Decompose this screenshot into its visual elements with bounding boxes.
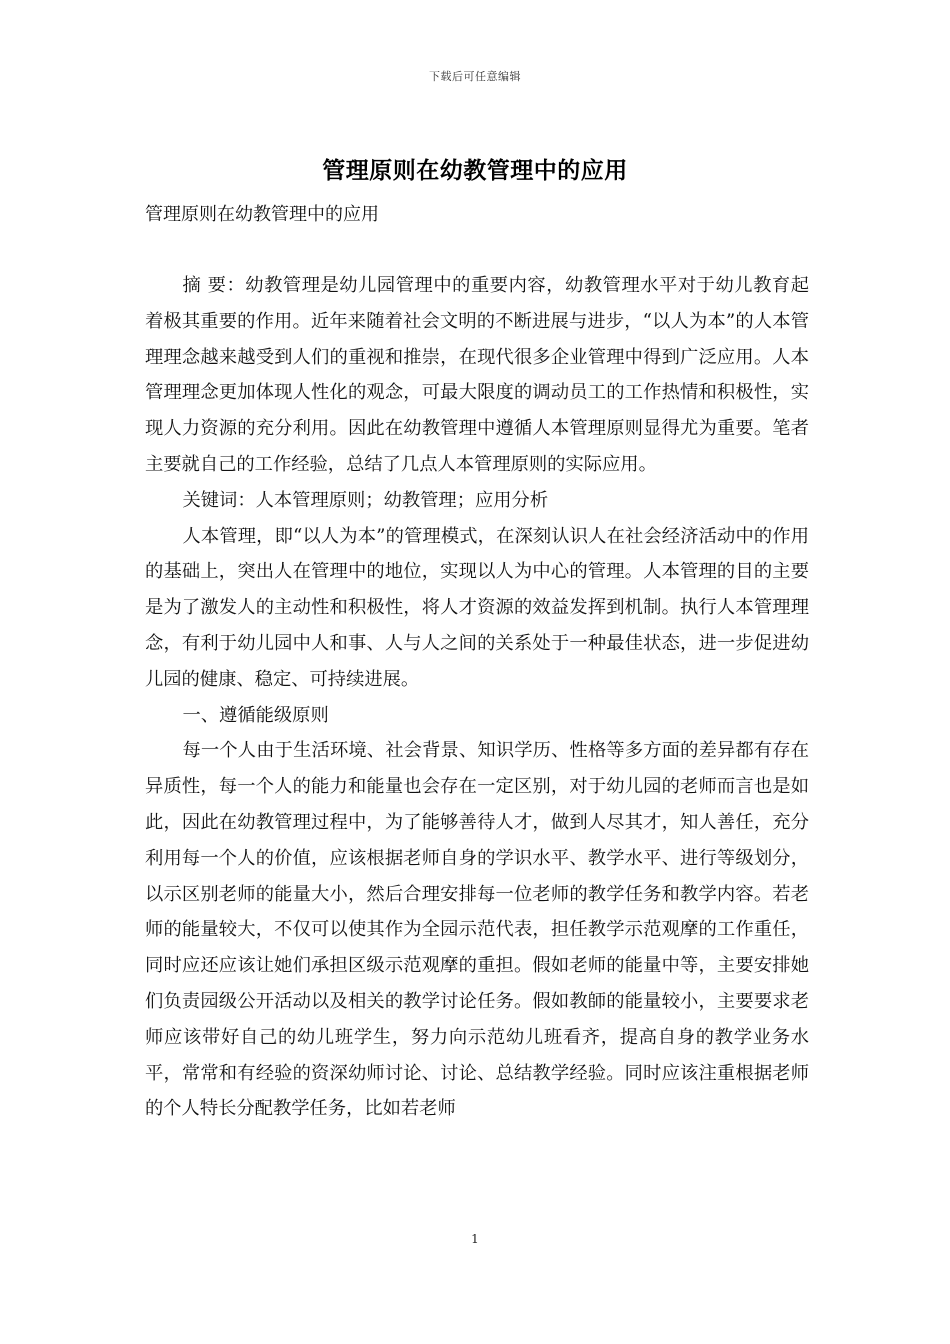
keywords-paragraph: 关键词：人本管理原则；幼教管理；应用分析 <box>182 489 549 511</box>
document-body <box>145 268 809 1127</box>
document-title: 管理原则在幼教管理中的应用 <box>322 157 628 184</box>
document-subtitle: 管理原则在幼教管理中的应用 <box>145 204 379 225</box>
page-header: 下载后可任意编辑 <box>429 70 521 83</box>
section-heading: 一、遵循能级原则 <box>182 704 329 726</box>
body-paragraph: 人本管理，即“以人为本”的管理模式，在深刻认识人在社会经济活动中的作用的基础上，突出人在管理中的地位，实现以人为中心的管理。人本管理的目的主要是为了激发人的主动性和积极性，将人才资源的效益发挥到机制。执行人本管理理念，有利于幼儿园中人和事、人与人之间的关系处于一种最佳状态，进一步促进幼儿园的健康、稳定、可持续进展。 <box>145 525 809 690</box>
page-number: 1 <box>471 1232 479 1246</box>
body-paragraph: 每一个人由于生活环境、社会背景、知识学历、性格等多方面的差异都有存在异质性，每一个人的能力和能量也会存在一定区别，对于幼儿园的老师而言也是如此，因此在幼教管理过程中，为了能够善待人才，做到人尽其才，知人善任，充分利用每一个人的价值，应该根据老师自身的学识水平、教学水平、进行等级划分，以示区别老师的能量大小，然后合理安排每一位老师的教学任务和教学内容。若老师的能量较大，不仅可以使其作为全园示范代表，担任教学示范观摩的工作重任，同时应还应该让她们承担区级示范观摩的重担。假如老师的能量中等，主要安排她们负责园级公开活动以及相关的教学讨论任务。假如教師的能量较小，主要要求老师应该带好自己的幼儿班学生，努力向示范幼儿班看齐，提高自身的教学业务水平，常常和有经验的资深幼师讨论、讨论、总结教学经验。同时应该注重根据老师的个人特长分配教学任务，比如若老师 <box>145 740 809 1120</box>
abstract-paragraph: 摘 要：幼教管理是幼儿园管理中的重要内容，幼教管理水平对于幼儿教育起着极其重要的作用。近年来随着社会文明的不断进展与进步，“以人为本”的人本管理理念越来越受到人们的重视和推崇，在现代很多企业管理中得到广泛应用。人本管理理念更加体现人性化的观念，可最大限度的调动员工的工作热情和积极性，实现人力资源的充分利用。因此在幼教管理中遵循人本管理原则显得尤为重要。笔者主要就自己的工作经验，总结了几点人本管理原则的实际应用。 <box>145 275 809 475</box>
